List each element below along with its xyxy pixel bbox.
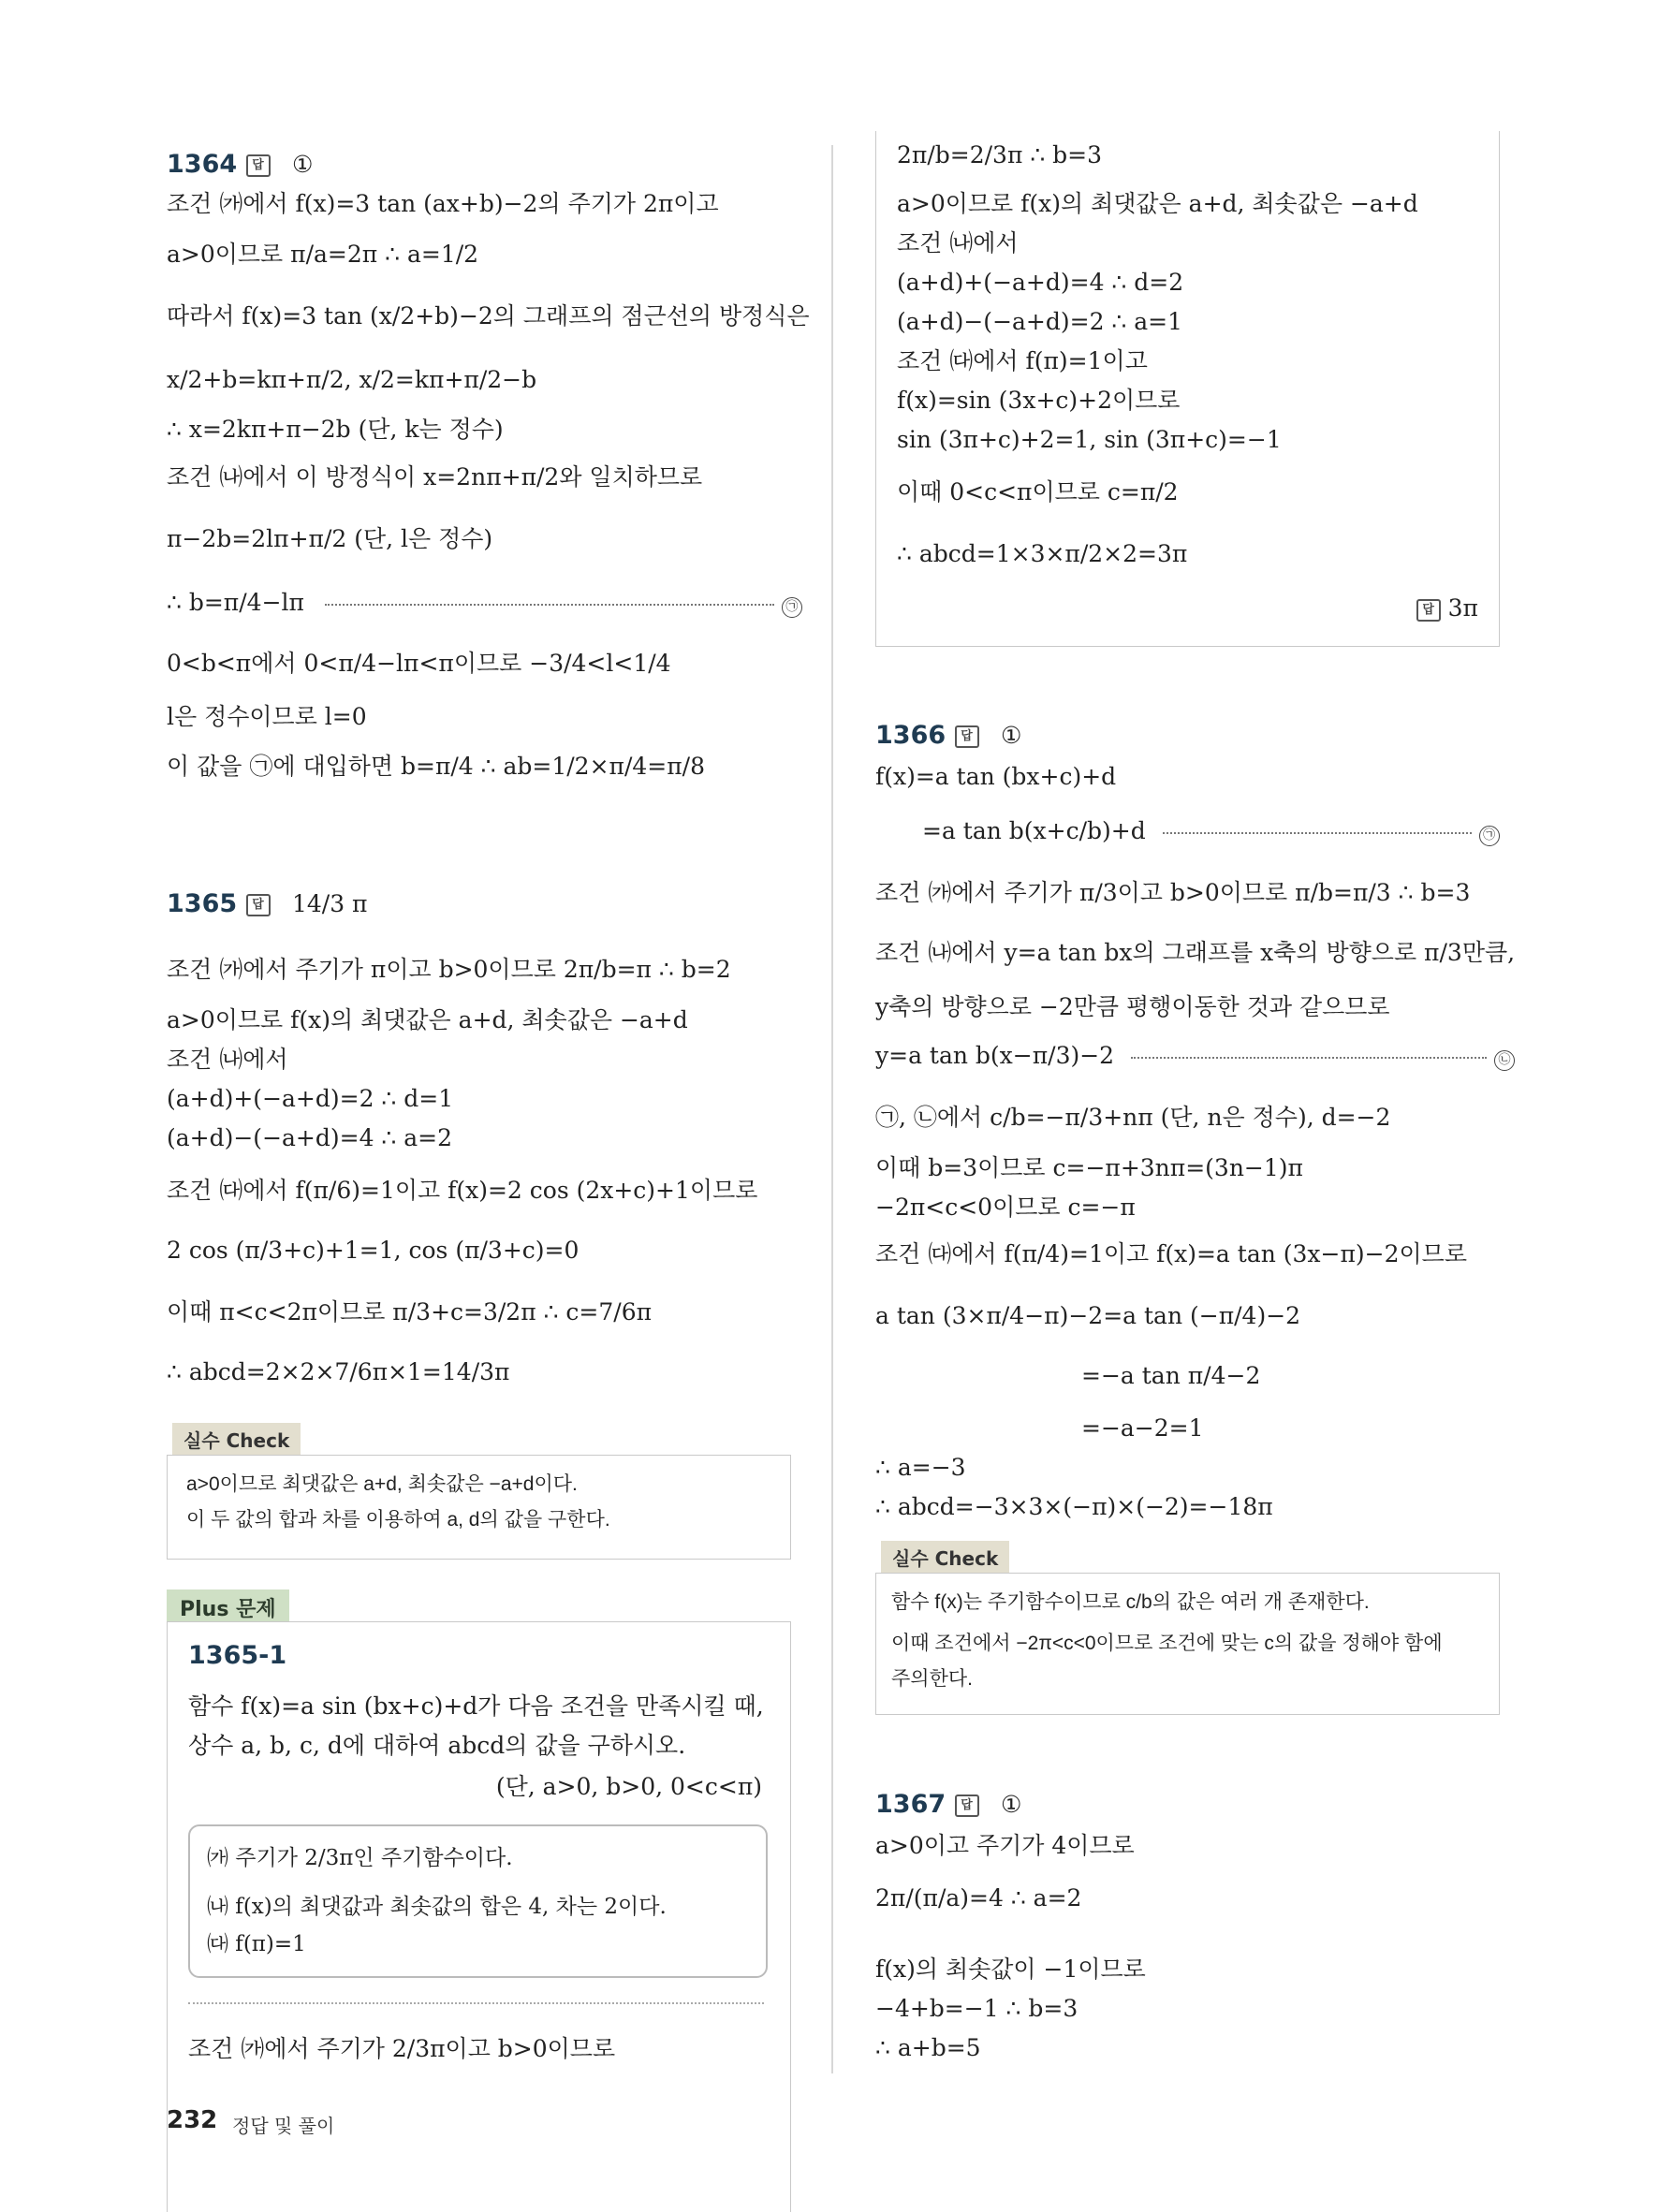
text-line: 조건 ㈎에서 주기가 π/3이고 b>0이므로 π/b=π/3 ∴ b=3: [875, 879, 1471, 906]
problem-1365-number: 1365 답 14/3 π: [167, 889, 368, 918]
text-line: 이때 b=3이므로 c=−π+3nπ=(3n−1)π: [875, 1154, 1303, 1181]
answer-icon: 답: [246, 894, 271, 916]
check-tab: 실수 Check: [881, 1541, 1009, 1574]
text-line: ∴ b=π/4−lπ ㉠: [167, 588, 802, 618]
text-line: f(x)=sin (3x+c)+2이므로: [897, 387, 1181, 414]
leader-dots: [1131, 1057, 1487, 1059]
divider-dots: [188, 2002, 764, 2004]
text-line: 조건 ㈏에서 이 방정식이 x=2nπ+π/2와 일치하므로: [167, 463, 703, 491]
check-tab: 실수 Check: [172, 1423, 301, 1456]
check-line: 함수 f(x)는 주기함수이므로 c/b의 값은 여러 개 존재한다.: [891, 1591, 1370, 1613]
answer-icon: 답: [955, 725, 979, 748]
text-line: −2π<c<0이므로 c=−π: [875, 1194, 1136, 1221]
problem-1364-answer: ①: [291, 151, 314, 178]
text-line: ∴ abcd=1×3×π/2×2=3π: [897, 540, 1188, 567]
plus-problem-number: 1365-1: [188, 1641, 287, 1670]
text-line: ∴ abcd=−3×3×(−π)×(−2)=−18π: [875, 1493, 1273, 1520]
text-line: ∴ a=−3: [875, 1454, 966, 1481]
condition-line: ㈎ 주기가 2/3π인 주기함수이다.: [207, 1846, 513, 1870]
text-line: ∴ abcd=2×2×7/6π×1=14/3π: [167, 1358, 510, 1385]
check-line: 주의한다.: [891, 1668, 973, 1690]
text-line: (a+d)−(−a+d)=4 ∴ a=2: [167, 1124, 453, 1151]
problem-1364-number: 1364 답 ①: [167, 150, 314, 179]
text-line: 이 값을 ㉠에 대입하면 b=π/4 ∴ ab=1/2×π/4=π/8: [167, 753, 706, 780]
text-line: (단, a>0, b>0, 0<c<π): [495, 1773, 762, 1800]
check-line: a>0이므로 최댓값은 a+d, 최솟값은 −a+d이다.: [186, 1473, 578, 1495]
text-line: f(x)의 최솟값이 −1이므로: [875, 1956, 1146, 1983]
text-line: ∴ a+b=5: [875, 2034, 981, 2061]
page-number: 232: [167, 2106, 218, 2134]
text-line: ∴ x=2kπ+π−2b (단, k는 정수): [167, 416, 504, 443]
text-line: 조건 ㈎에서 f(x)=3 tan (ax+b)−2의 주기가 2π이고: [167, 190, 719, 217]
problem-1367-answer: ①: [1000, 1791, 1022, 1818]
text-line: =a tan b(x+c/b)+d ㉠: [922, 816, 1500, 846]
text-line: 조건 ㈎에서 주기가 2/3π이고 b>0이므로: [188, 2035, 616, 2062]
column-divider: [831, 145, 833, 2073]
text-line: 함수 f(x)=a sin (bx+c)+d가 다음 조건을 만족시킬 때,: [188, 1692, 764, 1720]
text-line: 상수 a, b, c, d에 대하여 abcd의 값을 구하시오.: [188, 1732, 686, 1759]
text-line: a>0이므로 f(x)의 최댓값은 a+d, 최솟값은 −a+d: [897, 190, 1418, 217]
answer-icon: 답: [246, 154, 271, 177]
text-line: 조건 ㈎에서 주기가 π이고 b>0이므로 2π/b=π ∴ b=2: [167, 956, 731, 983]
problem-1366-answer: ①: [1000, 722, 1022, 749]
text-line: a>0이므로 π/a=2π ∴ a=1/2: [167, 241, 479, 268]
problem-1366-number: 1366 답 ①: [875, 721, 1022, 750]
text-line: 2π/(π/a)=4 ∴ a=2: [875, 1884, 1082, 1912]
problem-1367-number: 1367 답 ①: [875, 1790, 1022, 1819]
text-line: 조건 ㈏에서 y=a tan bx의 그래프를 x축의 방향으로 π/3만큼,: [875, 939, 1516, 966]
mark-circle: ㉠: [1479, 826, 1500, 846]
text-line: a tan (3×π/4−π)−2=a tan (−π/4)−2: [875, 1302, 1301, 1329]
mark-circle: ㉡: [1494, 1050, 1515, 1071]
text-line: l은 정수이므로 l=0: [167, 703, 367, 730]
text-line: =−a−2=1: [1081, 1414, 1204, 1442]
text-line: y축의 방향으로 −2만큼 평행이동한 것과 같으므로: [875, 993, 1390, 1020]
text-line: (a+d)+(−a+d)=2 ∴ d=1: [167, 1085, 454, 1112]
text-line: 2π/b=2/3π ∴ b=3: [897, 141, 1103, 168]
text-line: 이때 0<c<π이므로 c=π/2: [897, 478, 1179, 505]
condition-line: ㈐ f(π)=1: [207, 1932, 306, 1956]
check-line: 이 두 값의 합과 차를 이용하여 a, d의 값을 구한다.: [186, 1509, 610, 1531]
text-line: x/2+b=kπ+π/2, x/2=kπ+π/2−b: [167, 366, 537, 393]
text-line: a>0이고 주기가 4이므로: [875, 1832, 1135, 1859]
text-line: 조건 ㈏에서: [167, 1046, 288, 1073]
check-line: 이때 조건에서 −2π<c<0이므로 조건에 맞는 c의 값을 정해야 함에: [891, 1633, 1443, 1654]
text-line: 조건 ㈐에서 f(π)=1이고: [897, 347, 1148, 374]
final-answer: 답 3π: [1416, 593, 1478, 623]
text-line: (a+d)−(−a+d)=2 ∴ a=1: [897, 308, 1183, 335]
text-line: 2 cos (π/3+c)+1=1, cos (π/3+c)=0: [167, 1237, 580, 1264]
conditions-box: [188, 1824, 768, 1978]
footer-label: 정답 및 풀이: [232, 2115, 335, 2137]
text-line: sin (3π+c)+2=1, sin (3π+c)=−1: [897, 426, 1282, 453]
mark-circle: ㉠: [782, 597, 802, 618]
text-line: =−a tan π/4−2: [1081, 1362, 1261, 1389]
text-line: π−2b=2lπ+π/2 (단, l은 정수): [167, 525, 493, 552]
text-line: 이때 π<c<2π이므로 π/3+c=3/2π ∴ c=7/6π: [167, 1298, 653, 1326]
check-box: [875, 1573, 1500, 1715]
leader-dots: [325, 604, 774, 606]
text-line: y=a tan b(x−π/3)−2 ㉡: [875, 1041, 1515, 1071]
answer-icon: 답: [1416, 599, 1441, 622]
text-line: a>0이므로 f(x)의 최댓값은 a+d, 최솟값은 −a+d: [167, 1006, 688, 1033]
answer-icon: 답: [955, 1795, 979, 1817]
text-line: 조건 ㈐에서 f(π/4)=1이고 f(x)=a tan (3x−π)−2이므로: [875, 1240, 1467, 1267]
problem-1365-answer: 14/3 π: [291, 890, 368, 917]
leader-dots: [1163, 832, 1472, 834]
plus-box-continued: [875, 131, 1500, 647]
text-line: 조건 ㈐에서 f(π/6)=1이고 f(x)=2 cos (2x+c)+1이므로: [167, 1177, 758, 1204]
text-line: 따라서 f(x)=3 tan (x/2+b)−2의 그래프의 점근선의 방정식은: [167, 302, 810, 330]
text-line: ㉠, ㉡에서 c/b=−π/3+nπ (단, n은 정수), d=−2: [875, 1104, 1391, 1131]
text-line: −4+b=−1 ∴ b=3: [875, 1995, 1078, 2022]
check-box: [167, 1455, 791, 1560]
condition-line: ㈏ f(x)의 최댓값과 최솟값의 합은 4, 차는 2이다.: [207, 1895, 667, 1919]
text-line: 0<b<π에서 0<π/4−lπ<π이므로 −3/4<l<1/4: [167, 650, 671, 677]
text-line: f(x)=a tan (bx+c)+d: [875, 763, 1117, 790]
plus-tab: Plus 문제: [167, 1589, 289, 1626]
text-line: 조건 ㈏에서: [897, 229, 1019, 256]
text-line: (a+d)+(−a+d)=4 ∴ d=2: [897, 269, 1184, 296]
